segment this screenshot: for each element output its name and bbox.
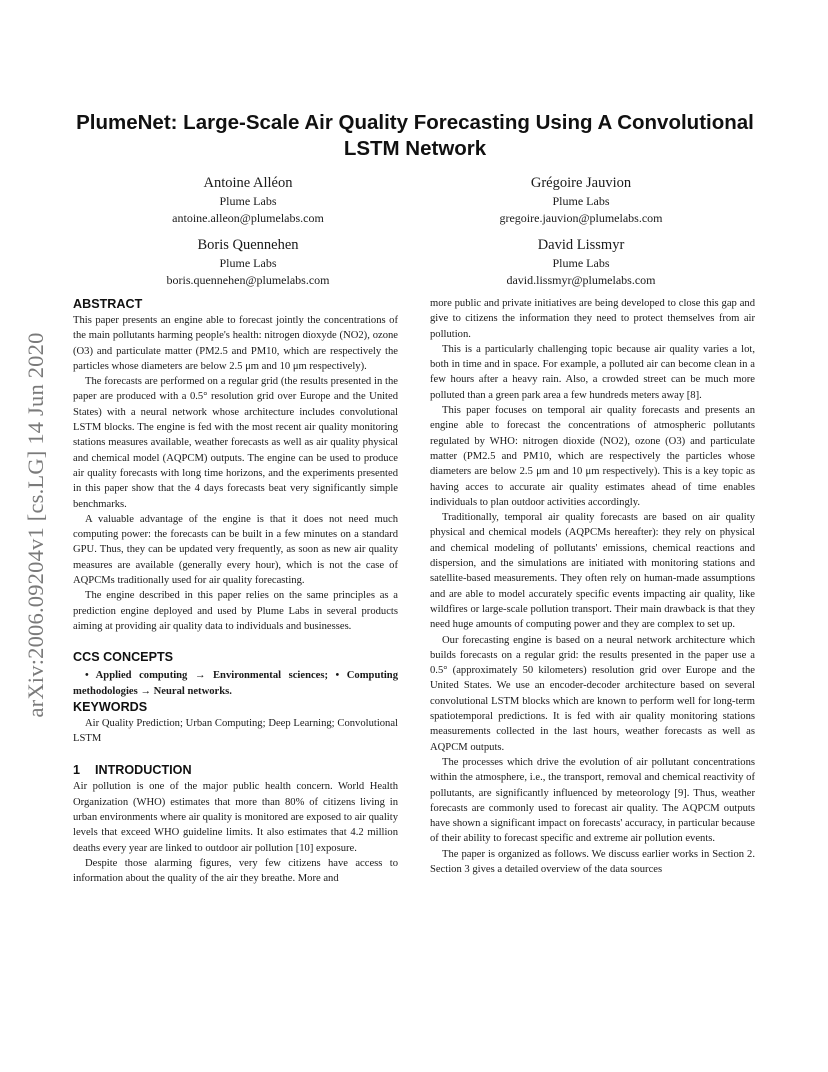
author-name: Boris Quennehen xyxy=(197,237,299,253)
abstract-heading: ABSTRACT xyxy=(73,297,143,311)
author-affiliation: Plume Labs xyxy=(552,256,610,270)
paper-title: PlumeNet: Large-Scale Air Quality Forecasting Using A Convolutional LSTM Network xyxy=(76,111,754,160)
body-paragraph: Traditionally, temporal air quality forecasts are based on air quality physical and chemical models (AQPCMs hereafter): they rely on physical and chemical modeling of pollutants' emissions, chemical reactions and dispersion, and the simulations are initiated with monitoring stations and satellite-based measurements. They often rely on human-made assumptions and are able to model accurately specific events impacting air quality, like wildfires or large-scale pollution transport. Their main drawback is that they need huge amounts of computing power and they are complex to set up. xyxy=(430,512,755,631)
keywords-text: Air Quality Prediction; Urban Computing; Deep Learning; Convolutional LSTM xyxy=(73,717,398,745)
author-block xyxy=(98,236,398,288)
author-name: David Lissmyr xyxy=(537,237,625,253)
abstract-paragraph: The engine described in this paper relies on the same principles as a prediction engine deployed and used by Plume Labs in several products aiming at providing air quality data to individuals and businesses. xyxy=(73,590,398,632)
ccs-item: Computing methodologies → Neural networks. xyxy=(73,670,398,697)
keywords-heading: KEYWORDS xyxy=(73,699,148,714)
author-affiliation: Plume Labs xyxy=(219,256,277,270)
body-paragraph: more public and private initiatives are being developed to close this gap and give to citizens the information they need to protect themselves from air pollution. xyxy=(430,298,755,340)
body-paragraph: Our forecasting engine is based on a neural network architecture which builds forecasts on a regular grid: the results presented in the paper use a 0.5° (approximately 50 kilometers) resolution grid over Europe and the United States. We use an encoder-decoder architecture based on several convolutional LSTM blocks which are known to perform well for long-term spatiotemporal predictions. It is fed with air quality monitoring stations measurements collected in the last hours, weather forecasts as well as AQPCM outputs. xyxy=(430,634,755,753)
author-email[interactable]: boris.quennehen@plumelabs.com xyxy=(166,272,330,287)
author-affiliation: Plume Labs xyxy=(219,194,277,208)
author-block xyxy=(98,174,398,226)
section-title: INTRODUCTION xyxy=(95,763,192,778)
arxiv-id: arXiv:2006.09204v1 [cs.LG] 14 Jun 2020 xyxy=(23,332,48,718)
ccs-heading: CCS CONCEPTS xyxy=(73,650,174,665)
left-column xyxy=(73,296,398,887)
author-email[interactable]: gregoire.jauvion@plumelabs.com xyxy=(499,210,663,225)
body-paragraph: This paper focuses on temporal air quality forecasts and presents an engine able to forecast the concentrations of atmospheric pollutants regulated by WHO: nitrogen dioxide (NO2), ozone (O3) and particulate matter (PM2.5 and PM10, which are respectively the particles whose diameters are below 2.5 μm and 10 μm respectively). This is a key topic as having acces to accurate air quality estimates ahead of time enables individuals to plan outdoor activities accordingly. xyxy=(430,405,755,508)
body-paragraph: This is a particularly challenging topic because air quality varies a lot, both in time and in space. For example, a polluted air can become clean in a few hours after a heavy rain. Also, a crowded street can be much more polluted than a green park area a few hundreds meters away [8]. xyxy=(430,343,755,401)
author-block xyxy=(431,174,731,226)
body-paragraph: The paper is organized as follows. We discuss earlier works in Section 2. Section 3 gives a detailed overview of the data sources xyxy=(430,848,755,875)
body-paragraph: The processes which drive the evolution of air pollutant concentrations within the atmosphere, i.e., the transport, removal and chemical reactivity of pollutants, are significantly influenced by meteorology [9]. Thus, weather forecasts are commonly used to forecast air quality. The AQPCM outputs have shown a significant impact on forecasts' accuracy, in particular because of their ability to forecast specific and extreme air pollution events. xyxy=(430,756,755,845)
abstract-paragraph: A valuable advantage of the engine is that it does not need much computing power: the forecasts can be built in a few minutes on a standard GPU. Thus, they can be updated very frequently, as soon as new air quality measures are available (generally every hour), which is not the case of AQPCMs traditionally used for air quality forecasting. xyxy=(73,513,398,587)
abstract-paragraph: This paper presents an engine able to forecast jointly the concentrations of the main pollutants harming people's health: nitrogen dioxyde (NO2), ozone (O3) and particulate matter (PM2.5 and PM10, which are respectively the particles whose diameters are below 2.5 μm and 10 μm respectively). xyxy=(73,315,398,372)
body-paragraph: Air pollution is one of the major public health concern. World Health Organization (WHO) estimates that more than 80% of citizens living in urban environments where air quality is monitored are exposed to air quality levels that exceed WHO guideline limits. It also estimates that 4.2 million deaths every year are linked to outdoor air pollution [10] exposure. xyxy=(73,781,398,854)
author-name: Grégoire Jauvion xyxy=(530,175,632,191)
author-name: Antoine Alléon xyxy=(203,175,293,191)
section-heading xyxy=(73,762,398,779)
author-affiliation: Plume Labs xyxy=(552,194,610,208)
author-email[interactable]: antoine.alleon@plumelabs.com xyxy=(172,210,324,225)
ccs-item: Applied computing → Environmental sciences; xyxy=(95,670,329,682)
author-email[interactable]: david.lissmyr@plumelabs.com xyxy=(506,272,656,287)
section-number: 1 xyxy=(73,763,81,778)
arxiv-sidebar-stamp xyxy=(16,290,56,760)
author-block xyxy=(431,236,731,288)
ccs-concepts: • Applied computing → Environmental sciences; • Computing methodologies → Neural networks. xyxy=(73,670,398,697)
right-column xyxy=(430,296,755,877)
body-paragraph: Despite those alarming figures, very few citizens have access to information about the quality of the air they breathe. More and xyxy=(73,857,398,885)
abstract-paragraph: The forecasts are performed on a regular grid (the results presented in the paper are produced with a 0.5° resolution grid over Europe and the United States) with a neural network whose architecture includes convolutional LSTM blocks. The engine is fed with the most recent air quality monitoring stations measures available, weather forecasts as well as air quality physical and chemical model (AQPCM) outputs. The engine can be used to produce air quality forecasts with long time horizons, and the experiments presented in this paper show that the 4 days forecasts beat very significantly simple benchmarks. xyxy=(73,376,398,510)
